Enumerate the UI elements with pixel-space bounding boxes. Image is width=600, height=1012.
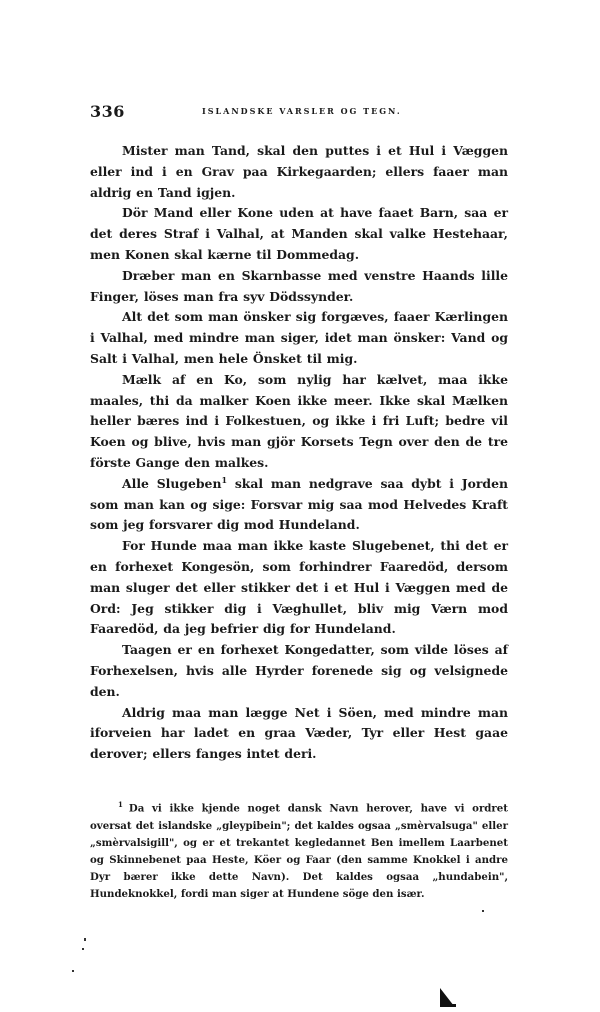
paragraph-8: Taagen er en forhexet Kongedatter, som vilde löses af Forhexelsen, hvis alle Hyrder forenede sig og velsignede den. xyxy=(90,642,508,699)
footnote-text: Da vi ikke kjende noget dansk Navn herover, have vi ordret oversat det islandske „gleypibein"; det kaldes ogsaa „smèrvalsuga" eller „smèrvalsigill", og er et trekantet kegledannet Ben imellem Laarbenet og Skinnebenet paa Heste, Köer og Faar (den samme Knokkel i andre Dyr bærer ikke dette Navn). Det kaldes ogsaa „hundabein", Hundeknokkel, fordi man siger at Hundene söge den især. xyxy=(90,802,508,901)
footnotes xyxy=(90,796,508,904)
paragraph-4: Alt det som man önsker sig forgæves, faaer Kærlingen i Valhal, med mindre man siger, idet man önsker: Vand og Salt i Valhal, men hele Önsket til mig. xyxy=(90,309,508,366)
paragraph-6-start: Alle Slugeben xyxy=(122,475,222,491)
paragraph-6-rest: skal man nedgrave saa dybt i Jorden som man kan og sige: Forsvar mig saa mod Helvedes Kraft som jeg forsvarer dig mod Hundeland. xyxy=(90,475,508,533)
footnote-1 xyxy=(90,796,508,904)
body-text xyxy=(90,141,508,765)
corner-mark-base xyxy=(440,1004,456,1007)
paragraph-9: Aldrig maa man lægge Net i Söen, med mindre man iforveien har ladet en graa Væder, Tyr eller Hest gaae derover; ellers fanges intet deri. xyxy=(90,704,508,762)
speck-mark xyxy=(72,970,74,972)
paragraph-6 xyxy=(90,474,508,536)
footnote-marker: 1 xyxy=(118,800,123,809)
paragraph-1: Mister man Tand, skal den puttes i et Hul i Væggen eller ind i en Grav paa Kirkegaarden; ellers faaer man aldrig en Tand igjen. xyxy=(90,143,508,200)
page-number: 336 xyxy=(90,102,125,121)
speck-mark xyxy=(482,910,484,912)
running-title: ISLANDSKE VARSLER OG TEGN. xyxy=(202,106,402,116)
footnote-reference[interactable]: 1 xyxy=(221,474,228,485)
speck-mark xyxy=(82,948,84,950)
paragraph-7: For Hunde maa man ikke kaste Slugebenet, thi det er en forhexet Kongesön, som forhindrer Faaredöd, dersom man sluger det eller stikker det i et Hul i Væggen med de Ord: Jeg stikker dig i Væghullet, bliv mig Værn mod Faaredöd, da jeg befrier dig for Hundeland. xyxy=(90,538,508,637)
paragraph-3: Dræber man en Skarnbasse med venstre Haands lille Finger, löses man fra syv Dödssynder. xyxy=(90,267,508,304)
speck-mark xyxy=(84,938,86,941)
paragraph-2: Dör Mand eller Kone uden at have faaet Barn, saa er det deres Straf i Valhal, at Manden skal valke Hestehaar, men Konen skal kærne til Dommedag. xyxy=(90,205,508,262)
page-header xyxy=(90,102,510,124)
paragraph-5: Mælk af en Ko, som nylig har kælvet, maa ikke maales, thi da malker Koen ikke meer. Ikke skal Mælken heller bæres ind i Folkestuen, og ikke i fri Luft; bedre vil Koen og blive, hvis man gjör Korsets Tegn over den de tre förste Gange den malkes. xyxy=(90,371,508,470)
